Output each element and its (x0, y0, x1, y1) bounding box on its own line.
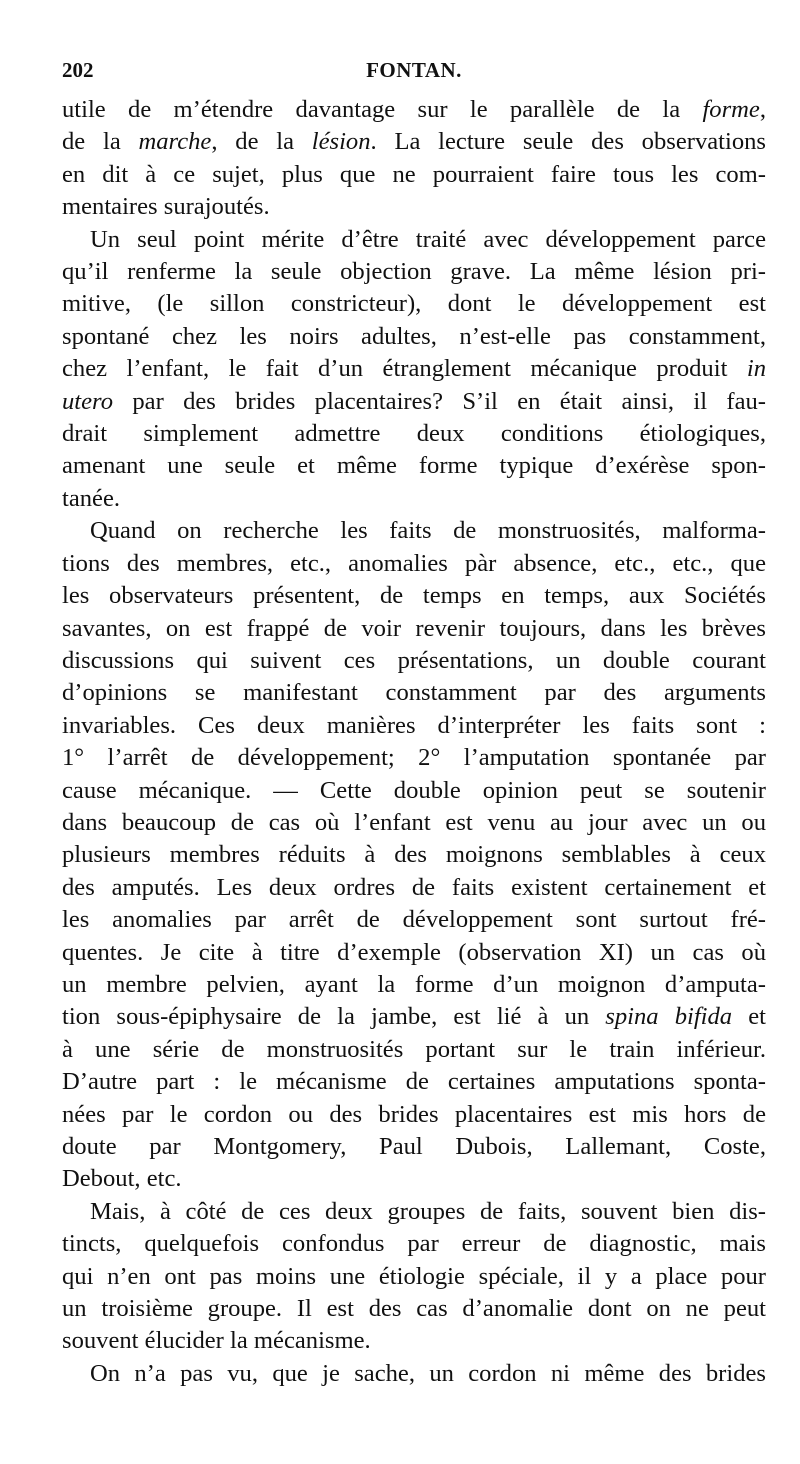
text-line: quentes. Je cite à titre d’exemple (observation XI) un cas où (62, 938, 766, 966)
text-line: Un seul point mérite d’être traité avec développement parce (90, 225, 766, 253)
book-page (62, 58, 766, 1390)
text-line: On n’a pas vu, que je sache, un cordon ni même des brides (90, 1359, 766, 1387)
text-line: dans beaucoup de cas où l’enfant est venu au jour avec un ou (62, 808, 766, 836)
text-line: tion sous-épiphysaire de la jambe, est lié à un spina bifida et (62, 1003, 766, 1031)
text-line: Quand on recherche les faits de monstruosités, malforma- (90, 517, 766, 545)
text-line: nées par le cordon ou des brides placentaires est mis hors de (62, 1100, 766, 1128)
text-line: plusieurs membres réduits à des moignons semblables à ceux (62, 841, 766, 869)
text-line: les observateurs présentent, de temps en temps, aux Sociétés (62, 582, 766, 610)
text-line: qui n’en ont pas moins une étiologie spéciale, il y a place pour (62, 1262, 766, 1290)
text-line: utero par des brides placentaires? S’il en était ainsi, il fau- (62, 387, 766, 415)
text-line: D’autre part : le mécanisme de certaines amputations sponta- (62, 1068, 766, 1096)
text-line: utile de m’étendre davantage sur le parallèle de la forme, (62, 96, 766, 123)
text-line: des amputés. Les deux ordres de faits existent certainement et (62, 873, 766, 901)
text-line: à une série de monstruosités portant sur le train inférieur. (62, 1035, 766, 1063)
text-line: les anomalies par arrêt de développement sont surtout fré- (62, 906, 766, 934)
page-number: 202 (62, 58, 94, 82)
text-line: doute par Montgomery, Paul Dubois, Lallemant, Coste, (62, 1133, 766, 1160)
text-line: mentaires surajoutés. (62, 193, 270, 221)
paragraph-4 (62, 1196, 766, 1358)
text-line: amenant une seule et même forme typique d’exérèse spon- (62, 452, 766, 480)
text-line: cause mécanique. — Cette double opinion peut se soutenir (62, 776, 766, 804)
paragraph-5 (62, 1358, 766, 1390)
text-line: de la marche, de la lésion. La lecture seule des observations (62, 128, 766, 156)
text-line: 1° l’arrêt de développement; 2° l’amputation spontanée par (62, 744, 766, 772)
text-line: en dit à ce sujet, plus que ne pourraient faire tous les com- (62, 160, 766, 188)
text-line: invariables. Ces deux manières d’interpréter les faits sont : (62, 711, 766, 739)
italic-word: in (746, 355, 766, 383)
text-line: un membre pelvien, ayant la forme d’un moignon d’amputa- (62, 970, 766, 998)
text-line: tincts, quelquefois confondus par erreur de diagnostic, mais (62, 1230, 766, 1258)
italic-word: spina bifida (605, 1003, 733, 1031)
italic-word: lésion (311, 128, 371, 156)
text-line: spontané chez les noirs adultes, n’est-elle pas constamment, (62, 322, 766, 350)
text-line: souvent élucider la mécanisme. (62, 1327, 371, 1355)
text-line: tions des membres, etc., anomalies pàr absence, etc., etc., que (62, 549, 766, 577)
text-line: qu’il renferme la seule objection grave. La même lésion pri- (62, 258, 766, 286)
italic-word: marche (138, 128, 212, 156)
text-line: mitive, (le sillon constricteur), dont le développement est (62, 290, 766, 318)
text-line: Debout, etc. (62, 1165, 182, 1193)
running-head: FONTAN. (366, 58, 462, 82)
paragraph-1 (62, 94, 766, 224)
text-line: Mais, à côté de ces deux groupes de faits, souvent bien dis- (90, 1197, 766, 1225)
paragraph-2 (62, 224, 766, 516)
text-line: d’opinions se manifestant constamment par des arguments (62, 679, 766, 707)
italic-word: forme (702, 96, 760, 123)
body-text (62, 94, 766, 1390)
text-line: un troisième groupe. Il est des cas d’anomalie dont on ne peut (62, 1295, 766, 1323)
text-line: chez l’enfant, le fait d’un étranglement mécanique produit in (62, 355, 766, 383)
page-header (62, 58, 766, 88)
text-line: tanée. (62, 484, 121, 512)
paragraph-3 (62, 515, 766, 1196)
text-line: savantes, on est frappé de voir revenir toujours, dans les brèves (62, 614, 766, 642)
italic-word: utero (62, 387, 114, 415)
text-line: drait simplement admettre deux conditions étiologiques, (62, 420, 766, 448)
text-line: discussions qui suivent ces présentations, un double courant (62, 646, 766, 674)
